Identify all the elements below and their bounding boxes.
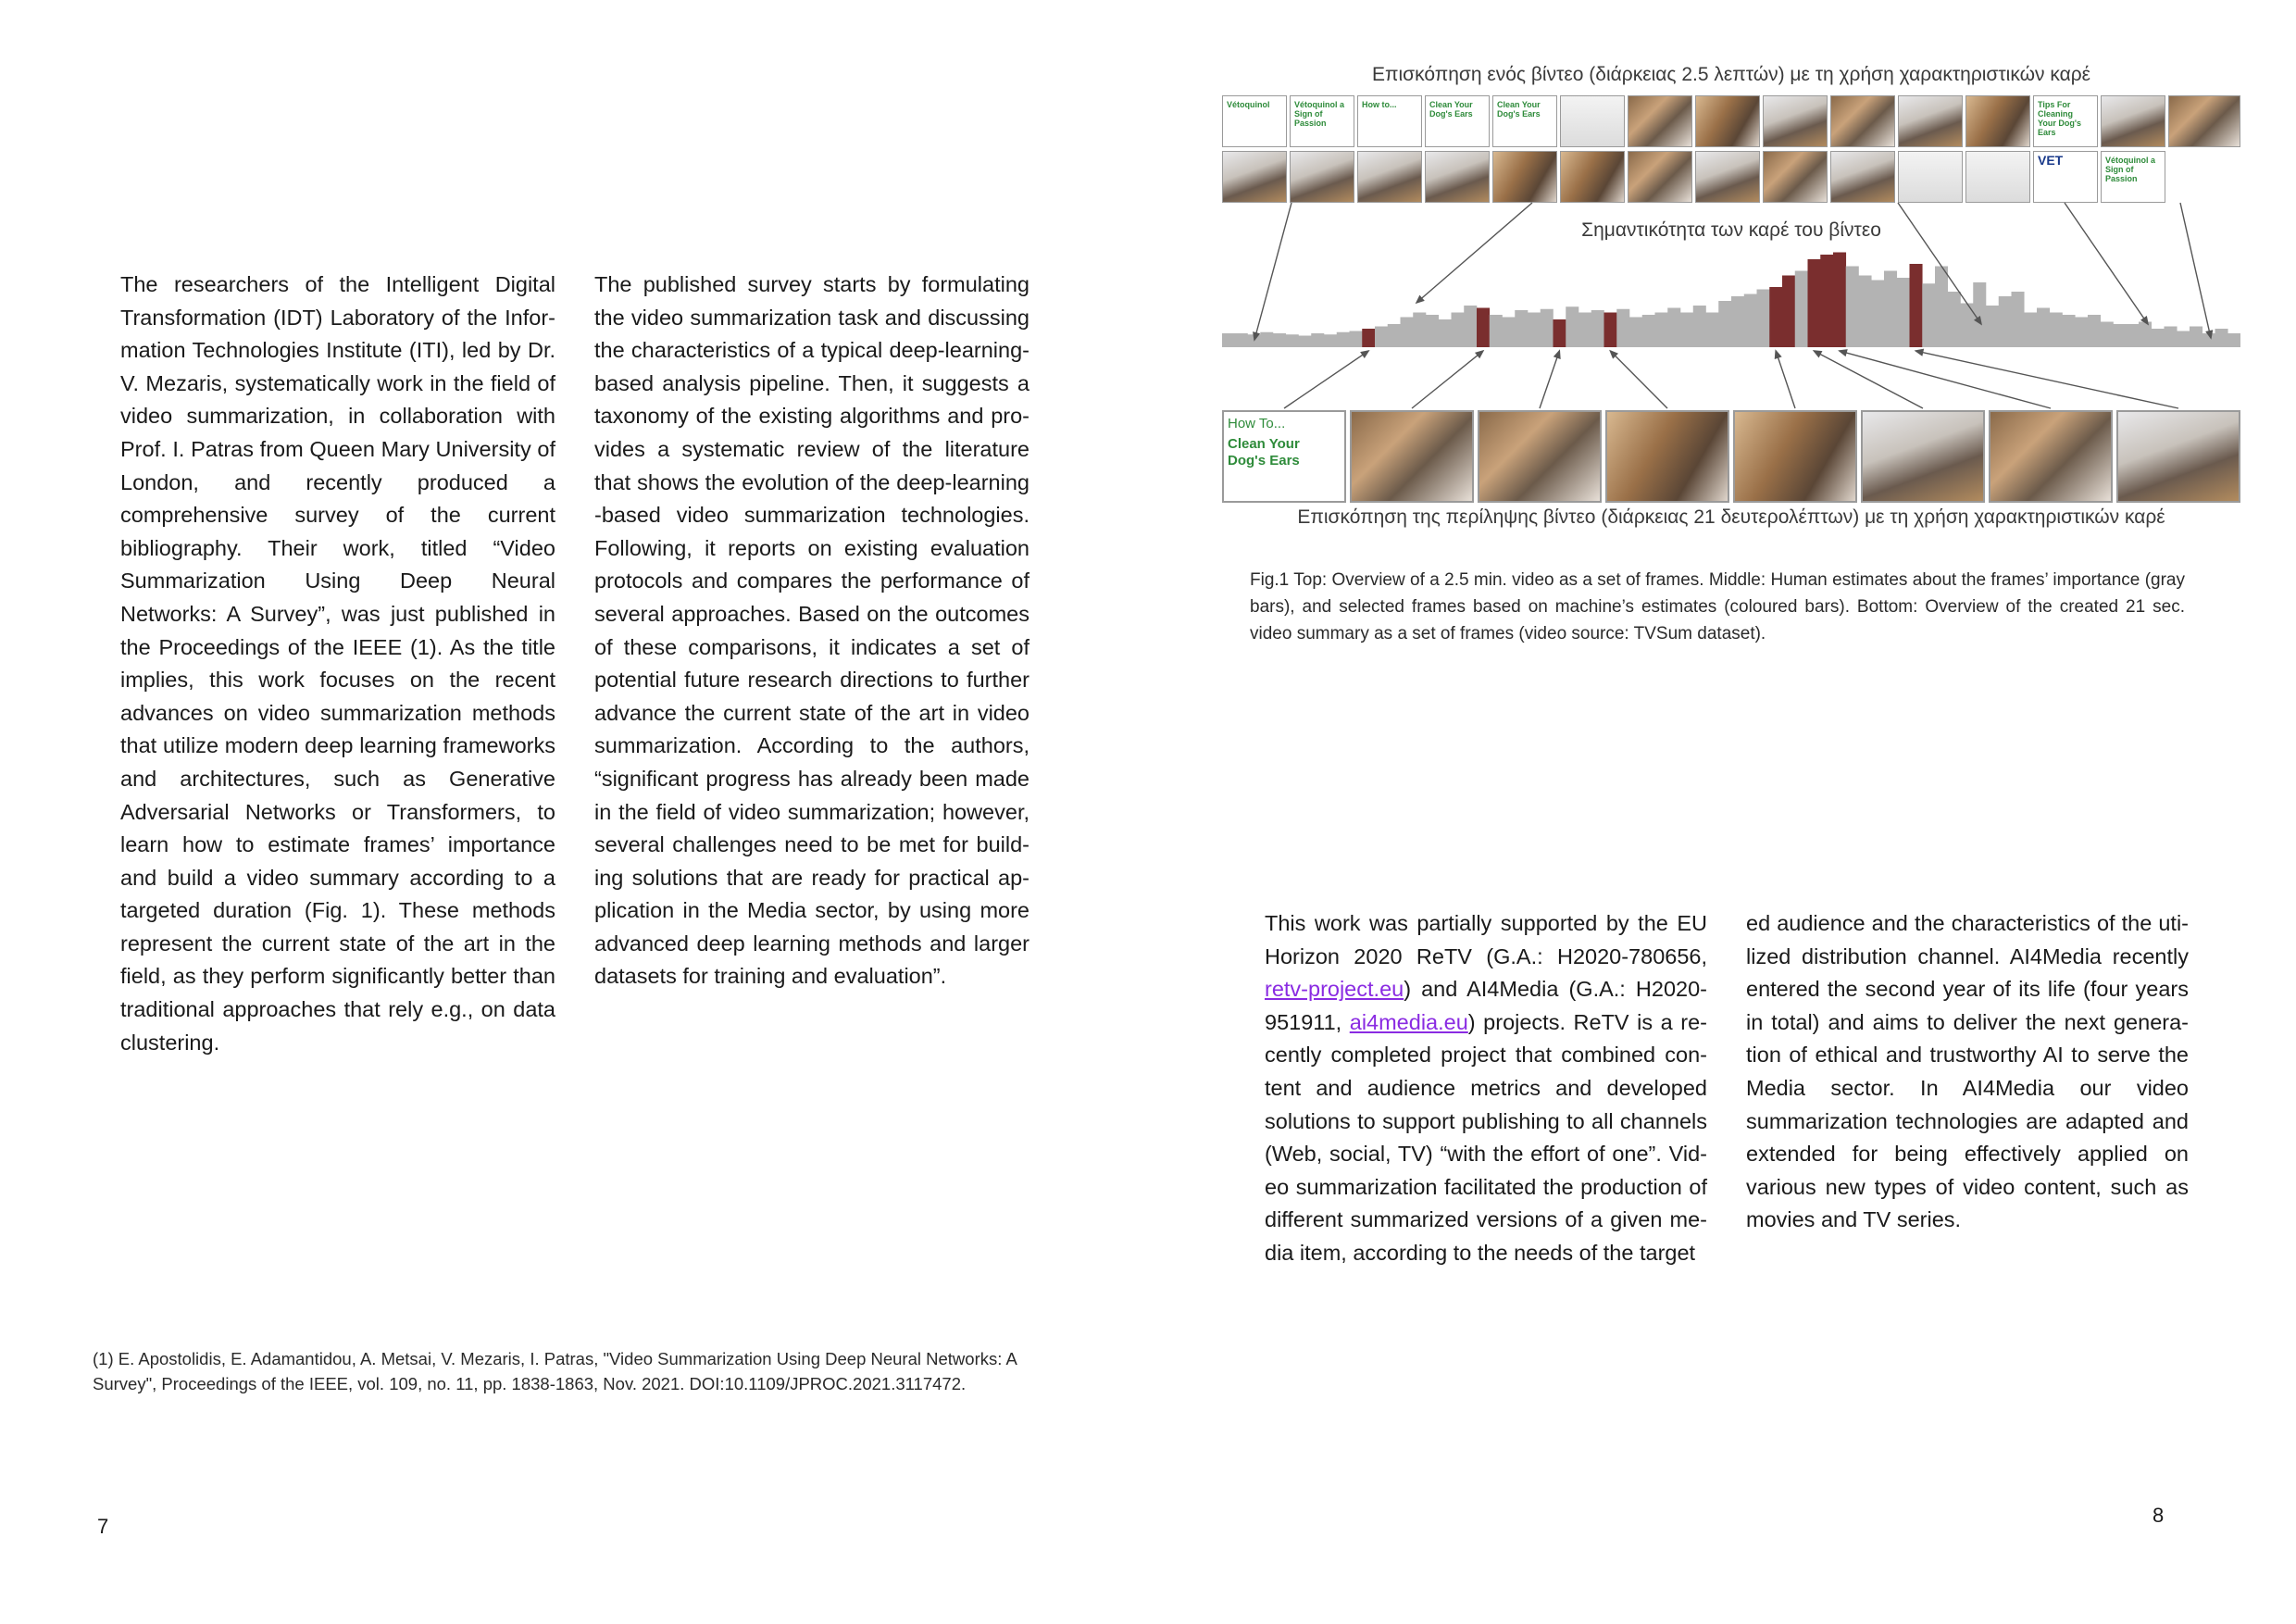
thumbnail-text: Vétoquinol a Sign of Passion <box>2105 156 2155 183</box>
arrow-chart-to-summary-head <box>1814 351 1821 356</box>
importance-bar <box>2126 324 2139 347</box>
importance-bar <box>1260 332 1273 347</box>
importance-bar <box>1616 309 1629 347</box>
ai4media-link[interactable]: ai4media.eu <box>1349 1009 1468 1034</box>
importance-bar <box>1731 296 1744 347</box>
importance-bar <box>1311 333 1324 347</box>
retv-link[interactable]: retv-project.eu <box>1265 977 1404 1002</box>
thumbnail-text: Vétoquinol <box>1227 100 1270 109</box>
importance-bar <box>1871 281 1884 348</box>
summary-frame <box>1861 410 1985 503</box>
importance-bar <box>1667 308 1680 348</box>
importance-bar <box>2152 329 2165 347</box>
figure-title-top: Επισκόπηση ενός βίντεο (διάρκειας 2.5 λεπτών) με τη χρήση χαρακτηριστικών καρέ <box>1371 64 2091 85</box>
figure-title-bottom: Επισκόπηση της περίληψης βίντεο (διάρκειας 21 δευτερολέπτων) με τη χρήση χαρακτηριστικών καρέ <box>1297 506 2165 528</box>
footnote: (1) E. Apostolidis, E. Adamantidou, A. Metsai, V. Mezaris, I. Patras, "Video Summarization Using Deep Neural Networks: A Survey", Proceedings of the IEEE, vol. 109, no. 11, pp. 1838-1863, Nov. 2021. DOI:10.1109/JPROC.2021.3117472. <box>93 1349 1017 1393</box>
importance-bar <box>1693 306 1706 347</box>
summary-frame <box>1605 410 1729 503</box>
importance-bar <box>1286 334 1299 347</box>
importance-bar <box>1413 313 1426 348</box>
importance-bar <box>1439 319 1452 347</box>
selected-frame-bar <box>1554 319 1566 347</box>
selected-frame-bar <box>1477 308 1490 348</box>
left-column-2-text: The published survey starts by formulating the video summarization task and discussing the characteristics of a typical deep-learning-based analysis pipeline. Then, it suggests a taxonomy of the existing algorithms and provides a systematic review of the literature that shows the evolution of the deep-learning -based video summarization technologies. Following, it reports on existing evaluation protocols and compares the performance of several approaches. Based on the outcomes of these comparisons, it indicates a set of potential future research directions to further advance the current state of the art in video summarization. According to the authors, “significant progress has already been made in the field of video summarization; however, several challenges need to be met for building solutions that are ready for practical application in the Media sector, by using more advanced deep learning methods and larger datasets for training and evaluation”. <box>594 272 1029 989</box>
importance-bar <box>1273 333 1286 347</box>
importance-bar <box>1655 313 1668 348</box>
summary-frame <box>1222 410 1346 503</box>
summary-frame <box>2116 410 2240 503</box>
importance-bar <box>1350 331 1363 348</box>
importance-bar <box>2215 329 2228 347</box>
importance-bar <box>1744 294 1757 348</box>
importance-bar <box>2012 292 2025 347</box>
importance-bar <box>1566 306 1578 347</box>
importance-bar <box>1999 296 2012 347</box>
summary-frame <box>1989 410 2113 503</box>
importance-bar <box>1490 315 1503 347</box>
arrow-chart-to-summary <box>1814 351 1923 408</box>
importance-bar <box>1680 313 1693 348</box>
arrow-chart-to-summary-head <box>1776 351 1781 358</box>
selected-frame-bar <box>1833 253 1846 348</box>
importance-bar <box>1846 267 1859 348</box>
importance-bar <box>1986 306 1999 347</box>
thumbnail-text: Tips For Cleaning Your Dog's Ears <box>2038 100 2081 137</box>
arrow-chart-to-summary <box>1412 351 1483 408</box>
importance-bar <box>2075 318 2088 348</box>
thumbnail-text: Vétoquinol a Sign of Passion <box>1294 100 1344 128</box>
importance-bar <box>2050 313 2063 348</box>
importance-bar <box>1388 324 1401 347</box>
arrow-top-to-chart <box>2180 203 2211 338</box>
right-column-2-text: ed audience and the characteristics of the utilized distribution channel. AI4Media recently entered the second year of its life (four years in total) and aims to deliver the next generation of ethical and trustworthy AI to serve the Media sector. In AI4Media our video summarization technologies are adapted and extended for being effectively applied on various new types of video content, such as movies and TV series. <box>1746 911 2189 1232</box>
importance-bar <box>1324 334 1337 347</box>
selected-frame-bar <box>1782 276 1795 348</box>
arrow-chart-to-summary <box>1776 351 1795 408</box>
figure-title-middle: Σημαντικότητα των καρέ του βίντεο <box>1581 219 1881 241</box>
importance-bar <box>1299 336 1312 348</box>
importance-bar <box>1629 318 1642 348</box>
importance-bar <box>2063 315 2076 347</box>
importance-bar <box>1401 318 1414 348</box>
arrow-chart-to-summary <box>1540 351 1559 408</box>
importance-bar <box>1757 290 1770 348</box>
left-column-1-text: The researchers of the Intelligent Digital Transformation (IDT) Laboratory of the Information Technologies Institute (ITI), led by Dr. V. Mezaris, systematically work in the field of video summarization, in collaboration with Prof. I. Patras from Queen Mary University of London, and recently produced a comprehensive survey of the current bibliography. Their work, titled “Video Summarization Using Deep Neural Networks: A Survey”, was just published in the Proceedings of the IEEE (1). As the title implies, this work focuses on the recent advances on video summarization methods that utilize modern deep learning frameworks and architectures, such as Generative Adversarial Networks or Transformers, to learn how to estimate frames’ importance and build a video summary according to a targeted duration (Fig. 1). These methods represent the current state of the art in the field, as they perform significantly better than traditional approaches that rely e.g., on data clustering. <box>120 272 555 1055</box>
arrow-chart-to-summary <box>1284 351 1368 408</box>
importance-bar <box>2139 322 2152 348</box>
importance-bar <box>1503 318 1516 348</box>
importance-bar <box>1578 313 1591 348</box>
selected-frame-bar <box>1362 329 1375 347</box>
importance-bar <box>1884 271 1897 348</box>
importance-bar <box>2037 308 2050 348</box>
arrow-chart-to-summary-head <box>1915 350 1923 356</box>
summary-frame <box>1478 410 1602 503</box>
arrow-top-to-chart <box>1416 203 1532 303</box>
right-column-2 <box>1746 907 2189 1237</box>
selected-frame-bar <box>1910 264 1923 347</box>
importance-bar <box>1541 309 1554 347</box>
importance-bar <box>1375 327 1388 348</box>
importance-bar <box>2177 331 2190 348</box>
importance-bar <box>2024 313 2037 348</box>
importance-bar <box>1464 306 1477 347</box>
figure-video-summary <box>1222 60 2240 542</box>
importance-bar <box>1922 283 1935 347</box>
right-column-1-text <box>1265 907 1707 1270</box>
importance-bar <box>2165 327 2177 348</box>
arrow-chart-to-summary-head <box>1554 351 1560 358</box>
right-column-1-text-b: ) and AI4Media (G.A.: H2020-951911, <box>1265 977 1707 1034</box>
summary-frame <box>1733 410 1857 503</box>
summary-frame <box>1350 410 1474 503</box>
importance-bar <box>1426 315 1439 347</box>
right-column-1-text-c: ) projects. ReTV is a recently completed project that combined content and audience metrics and developed solutions to support publishing to all channels (Web, social, TV) “with the effort of one”. Video summarization facilitated the production of different summarized versions of a given media item, according to the needs of the target <box>1265 1009 1707 1265</box>
selected-frame-bar <box>1769 287 1782 347</box>
left-column-2 <box>594 269 1029 993</box>
selected-frame-bar <box>1604 313 1617 348</box>
importance-bar <box>1642 315 1655 347</box>
arrow-top-to-chart <box>1254 203 1292 340</box>
thumbnail-text: How to... <box>1362 100 1397 109</box>
figure-caption: Fig.1 Top: Overview of a 2.5 min. video as a set of frames. Middle: Human estimates about the frames’ importance (gray bars), and selected frames based on machine’s estimates (coloured bars). Bottom: Overview of the created 21 sec. video summary as a set of frames (video source: TVSum dataset). <box>1250 570 2185 643</box>
arrow-chart-to-summary <box>1915 351 2178 408</box>
page-number-right: 8 <box>2152 1504 2165 1527</box>
importance-bar <box>2227 333 2240 347</box>
importance-bar <box>1795 271 1808 348</box>
importance-bar <box>2101 322 2114 348</box>
importance-bar <box>1706 313 1719 348</box>
arrow-chart-to-summary <box>1610 351 1667 408</box>
thumbnail-text: Clean Your Dog's Ears <box>1497 100 1541 119</box>
importance-bar <box>2190 327 2202 348</box>
thumbnail-text: VET <box>2038 153 2064 168</box>
importance-bar <box>1235 333 1248 347</box>
importance-bar <box>1337 332 1350 347</box>
importance-bar <box>1515 310 1528 347</box>
importance-bar <box>1718 301 1731 347</box>
importance-bar <box>1859 276 1872 348</box>
summary-frame-text: How To... <box>1228 416 1286 431</box>
right-column-1-text-a: This work was partially supported by the EU Horizon 2020 ReTV (G.A.: H2020-780656, <box>1265 911 1707 968</box>
importance-bar <box>1948 292 1961 347</box>
importance-bar <box>1897 278 1910 347</box>
left-column-1 <box>120 269 555 1059</box>
importance-bar <box>2088 315 2101 347</box>
importance-bar <box>1935 267 1948 348</box>
importance-bar <box>1452 313 1465 348</box>
arrow-chart-to-summary-head <box>1840 350 1847 356</box>
importance-bar <box>1591 310 1604 347</box>
page-number-left: 7 <box>97 1515 109 1538</box>
thumbnail-text: Clean Your Dog's Ears <box>1429 100 1473 119</box>
arrow-chart-to-summary-head <box>1361 351 1368 357</box>
arrow-top-to-chart <box>2065 203 2148 324</box>
arrow-chart-to-summary <box>1840 351 2051 408</box>
selected-frame-bar <box>1808 259 1821 347</box>
importance-bar <box>2114 324 2127 347</box>
right-column-1 <box>1265 907 1707 1270</box>
selected-frame-bar <box>1820 255 1833 347</box>
summary-strip <box>1222 410 2240 503</box>
summary-frame-text: Clean Your Dog's Ears <box>1228 436 1300 468</box>
importance-bar <box>1528 313 1541 348</box>
importance-bar <box>1222 333 1235 347</box>
